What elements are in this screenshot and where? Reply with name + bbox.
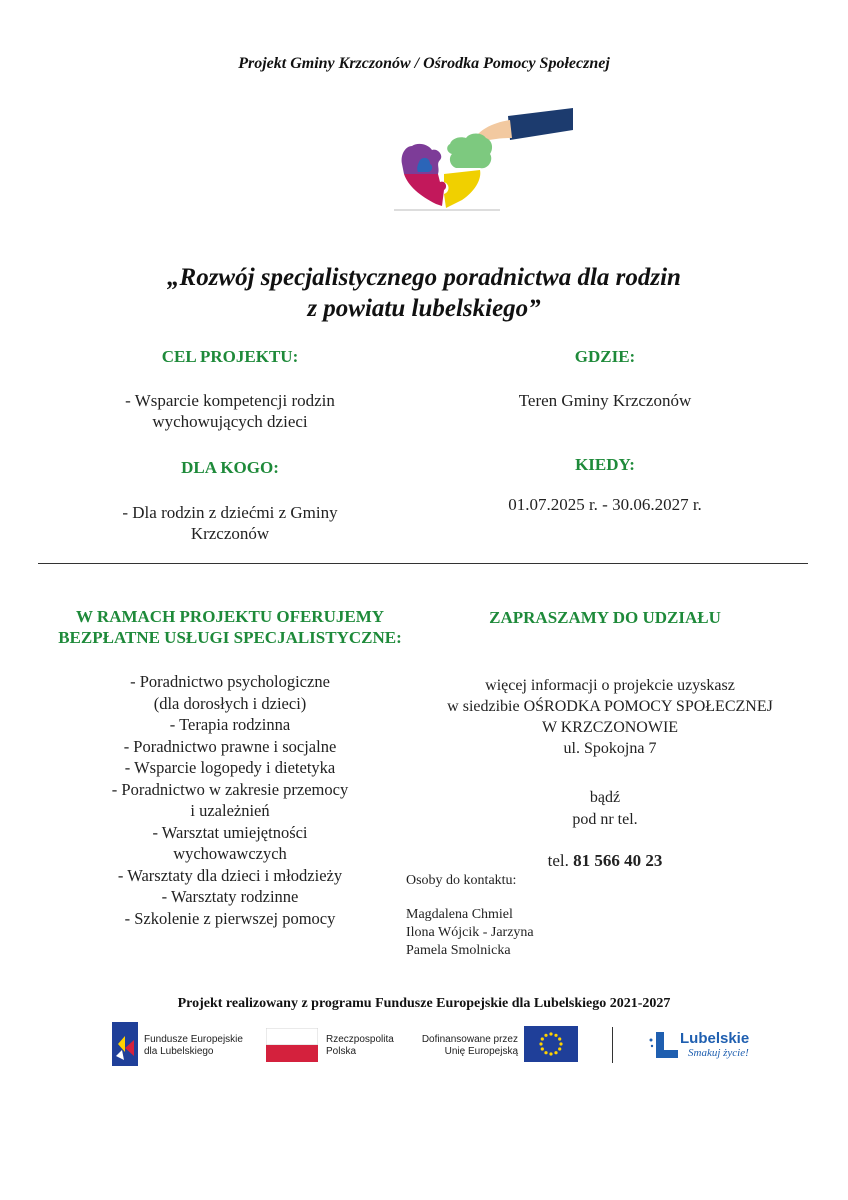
- when-text: 01.07.2025 r. - 30.06.2027 r.: [508, 495, 702, 514]
- audience-line: - Dla rodzin z dziećmi z Gminy: [122, 503, 338, 522]
- eu-logo-line: Dofinansowane przez: [421, 1034, 518, 1045]
- where-heading: GDZIE:: [574, 347, 636, 366]
- list-item: - Poradnictwo psychologiczne: [130, 672, 330, 691]
- goal-line: - Wsparcie kompetencji rodzin: [125, 391, 335, 410]
- fe-logo-icon: [112, 1022, 138, 1066]
- list-item: - Warsztaty dla dzieci i młodzieży: [117, 865, 343, 885]
- phone-prefix: tel.: [547, 851, 569, 870]
- eu-logo-text: [410, 1034, 518, 1058]
- heart-puzzle-logo-icon: [390, 108, 580, 216]
- goal-text: [60, 390, 400, 432]
- where-text: Teren Gminy Krzczonów: [518, 391, 692, 410]
- rp-logo-line: Polska: [326, 1046, 357, 1057]
- rp-logo-line: Rzeczpospolita: [326, 1034, 394, 1045]
- when-heading: KIEDY:: [575, 455, 635, 474]
- list-item: (dla dorosłych i dzieci): [153, 693, 307, 713]
- contact-person: Ilona Wójcik - Jarzyna: [406, 925, 534, 940]
- contact-person: Magdalena Chmiel: [406, 907, 513, 922]
- audience-line: Krzczonów: [190, 524, 270, 543]
- list-item: - Warsztat umiejętności: [152, 822, 308, 842]
- list-item: - Szkolenie z pierwszej pomocy: [124, 908, 336, 928]
- goal-line: wychowujących dzieci: [152, 412, 308, 431]
- list-item: - Warsztaty rodzinne: [161, 887, 299, 906]
- invite-phone-label: pod nr tel.: [572, 811, 638, 828]
- audience-heading: DLA KOGO:: [181, 458, 279, 477]
- list-item: - Poradnictwo prawne i socjalne: [123, 736, 337, 756]
- fe-logo-line: Fundusze Europejskie: [144, 1034, 243, 1045]
- services-heading-line: W RAMACH PROJEKTU OFERUJEMY: [75, 607, 385, 626]
- invite-info: [400, 675, 820, 759]
- project-title: [0, 262, 848, 324]
- invite-heading: ZAPRASZAMY DO UDZIAŁU: [489, 608, 721, 627]
- invite-info-line: W KRZCZONOWIE: [541, 719, 679, 736]
- fe-logo-line: dla Lubelskiego: [144, 1046, 214, 1057]
- services-list: [50, 671, 410, 929]
- list-item: wychowawczych: [173, 844, 287, 863]
- project-header: Projekt Gminy Krzczonów / Ośrodka Pomocy Społecznej: [238, 55, 610, 72]
- contacts-list: [406, 906, 706, 960]
- eu-logo-line: Unię Europejską: [444, 1046, 518, 1057]
- services-heading: [40, 606, 420, 648]
- list-item: - Terapia rodzinna: [169, 715, 291, 734]
- contacts-label-text: Osoby do kontaktu:: [406, 873, 517, 888]
- invite-or: bądź: [589, 789, 621, 806]
- title-line-2: z powiatu lubelskiego”: [307, 295, 541, 322]
- services-heading-line: BEZPŁATNE USŁUGI SPECJALISTYCZNE:: [58, 628, 402, 647]
- section-divider: [38, 563, 808, 564]
- logo-separator: [612, 1027, 613, 1063]
- lubelskie-logo-icon: [648, 1030, 682, 1060]
- lubelskie-slogan: Smakuj życie!: [688, 1047, 749, 1059]
- phone-number: [440, 850, 770, 871]
- list-item: i uzależnień: [190, 801, 270, 820]
- list-item: - Wsparcie logopedy i dietetyka: [124, 758, 336, 777]
- lubelskie-name: Lubelskie: [680, 1030, 750, 1047]
- contact-person: Pamela Smolnicka: [406, 943, 511, 958]
- fe-logo-text: [144, 1034, 243, 1058]
- rp-logo-text: [326, 1034, 394, 1058]
- program-footer: Projekt realizowany z programu Fundusze Europejskie dla Lubelskiego 2021-2027: [177, 996, 671, 1011]
- title-line-1: „Rozwój specjalistycznego poradnictwa dla rodzin: [167, 264, 681, 291]
- polish-flag-icon: [266, 1028, 318, 1062]
- eu-flag-icon: [524, 1026, 578, 1062]
- invite-info-line: ul. Spokojna 7: [563, 740, 657, 757]
- goal-heading: CEL PROJEKTU:: [161, 347, 299, 366]
- list-item: - Poradnictwo w zakresie przemocy: [111, 779, 349, 799]
- invite-info-line: więcej informacji o projekcie uzyskasz: [485, 677, 735, 694]
- audience-text: [55, 502, 405, 544]
- contacts-label: [406, 872, 706, 890]
- phone-value: 81 566 40 23: [573, 851, 663, 870]
- invite-info-line: w siedzibie OŚRODKA POMOCY SPOŁECZNEJ: [447, 698, 773, 715]
